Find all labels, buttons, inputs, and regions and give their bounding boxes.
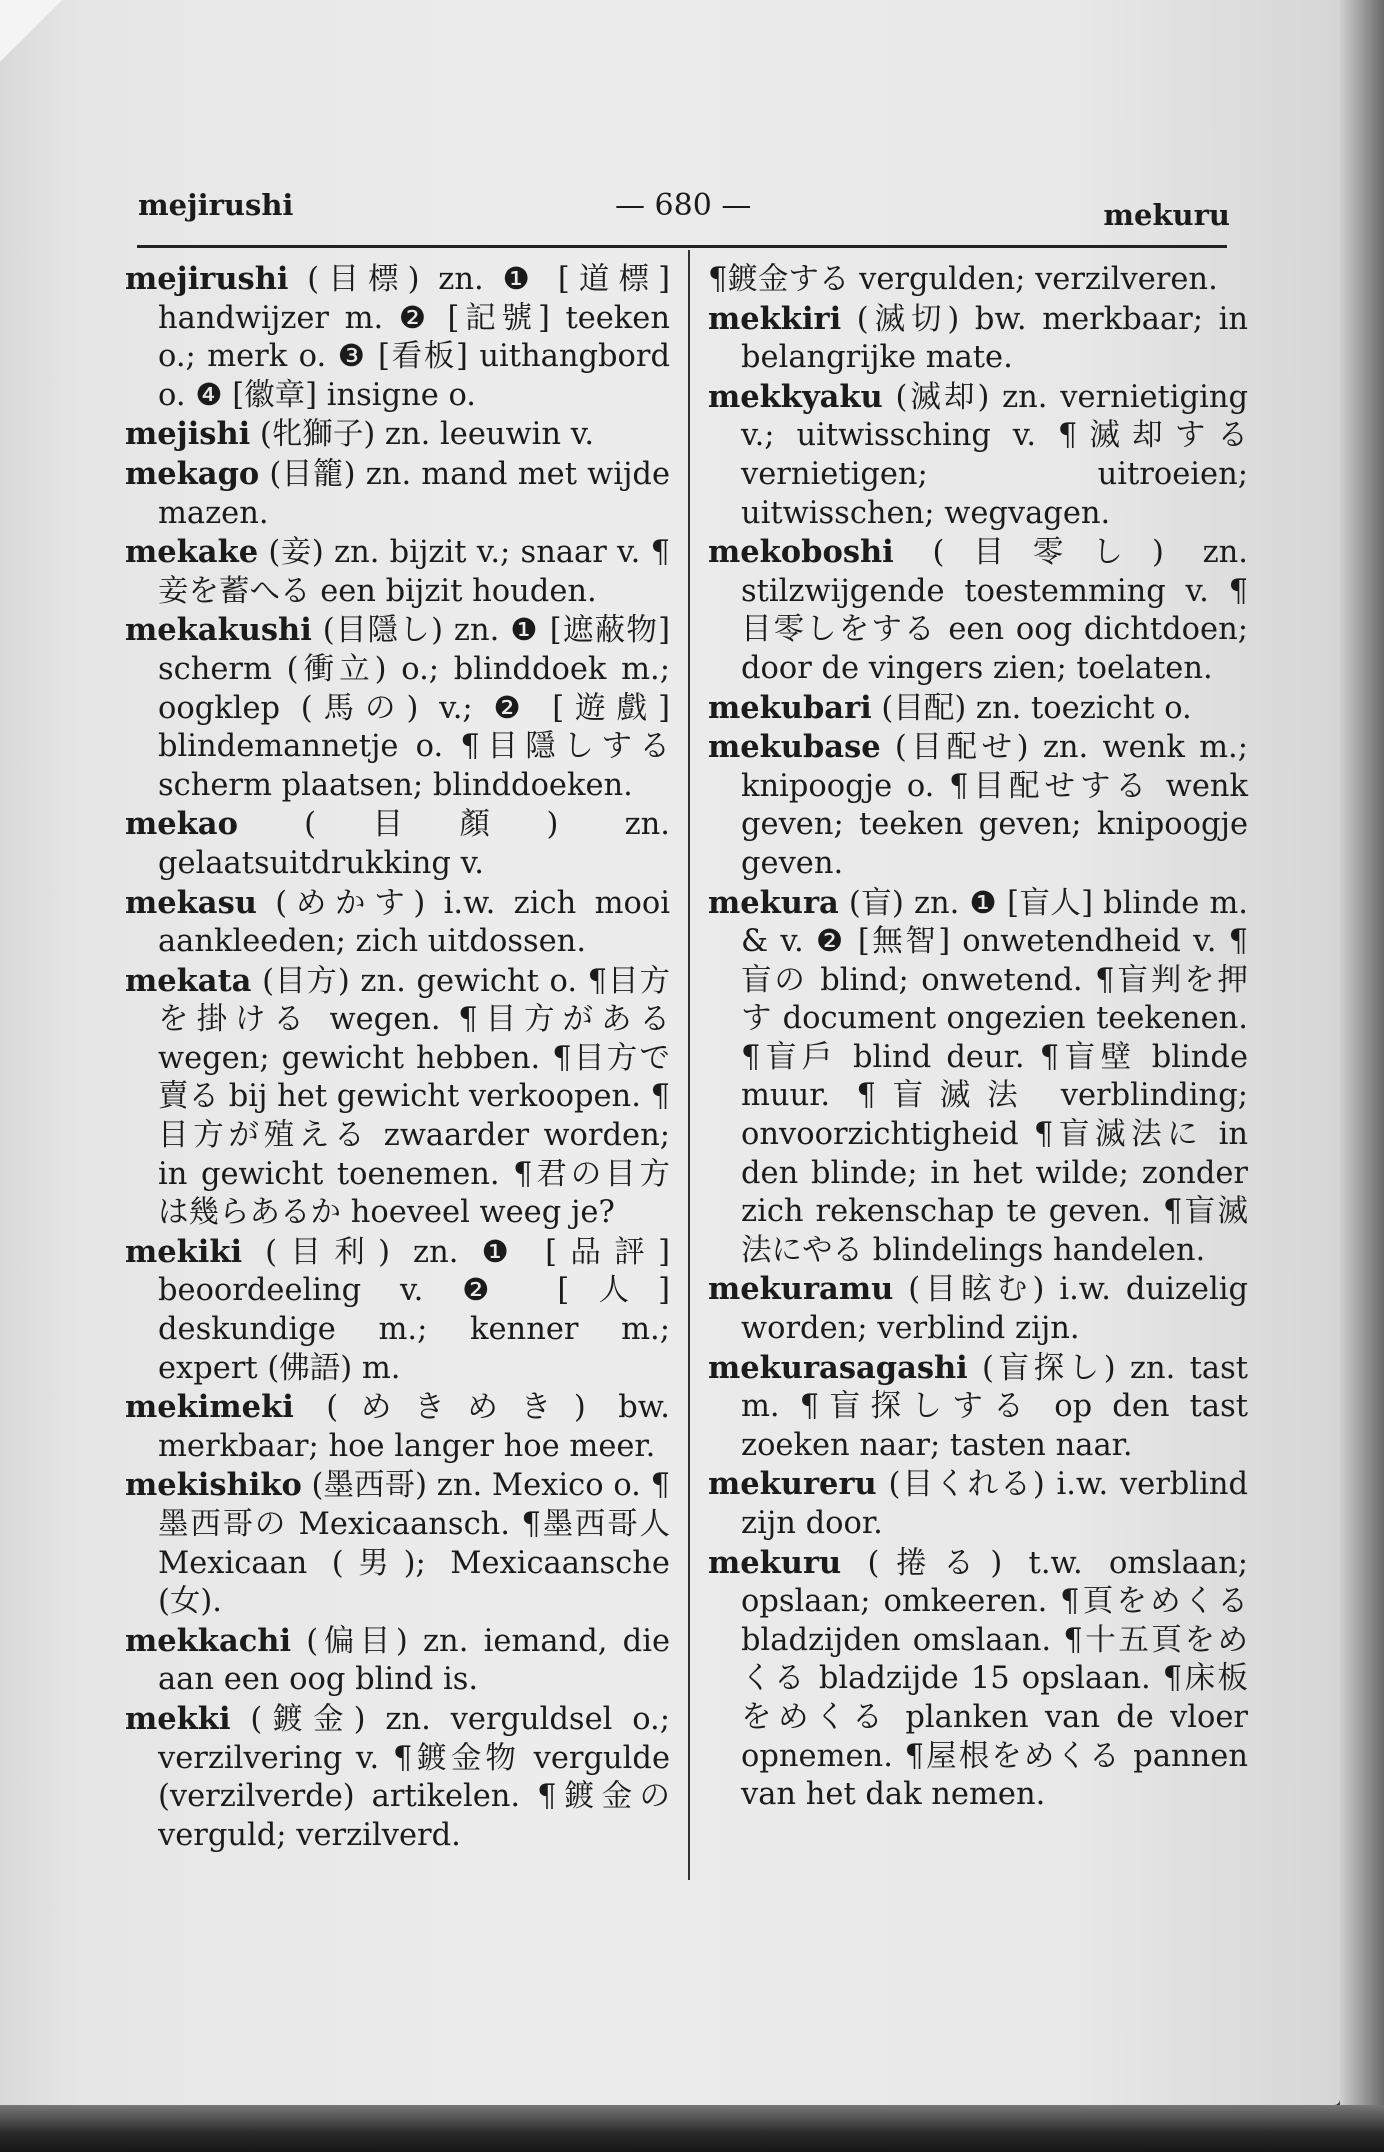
entry-text: (目配せ) zn. wenk m.; knipoogje o. ¶目配せする wenk geven; teeken geven; knipoogje geven. — [741, 730, 1248, 881]
entry-text: (偏目) zn. iemand, die aan een oog blind is. — [158, 1623, 670, 1698]
entry-text: (目零し) zn. stilzwijgende toestemming v. ¶目零しをする een oog dichtdoen; door de vingers zien; toelaten. — [741, 535, 1248, 686]
dictionary-entry — [125, 1466, 670, 1621]
dictionary-entry — [125, 805, 670, 883]
entry-text: (牝獅子) zn. leeuwin v. — [250, 417, 595, 453]
header-left-guideword: mejirushi — [138, 188, 294, 222]
entry-text: (めきめき) bw. merkbaar; hoe langer hoe meer. — [158, 1390, 670, 1464]
entry-text: (目配) zn. toezicht o. — [871, 690, 1192, 726]
dictionary-entry — [708, 300, 1248, 378]
entry-text: (妾) zn. bijzit v.; snaar v. ¶妾を蓄へる een bijzit houden. — [158, 535, 670, 609]
dictionary-entry — [708, 1349, 1248, 1466]
dictionary-entry — [125, 455, 670, 533]
dictionary-entry — [708, 689, 1248, 729]
dictionary-entry — [125, 1622, 670, 1700]
entry-text: (目利) zn. ❶ [品評] beoordeeling v. ❷ [人] deskundige m.; kenner m.; expert (佛語) m. — [158, 1234, 670, 1386]
dictionary-entry — [125, 415, 670, 455]
headword: mekuramu — [708, 1271, 894, 1308]
header-rule — [137, 245, 1227, 248]
headword: mekimeki — [125, 1389, 294, 1426]
entry-text: (目眩む) i.w. duizelig worden; verblind zijn. — [741, 1272, 1248, 1347]
dictionary-entry — [125, 1700, 670, 1855]
headword: mekata — [125, 962, 252, 999]
page-header — [135, 188, 1230, 236]
dictionary-entry — [708, 260, 1248, 300]
entry-text: (目籠) zn. mand met wijde mazen. — [158, 456, 670, 531]
headword: mekiki — [125, 1233, 243, 1270]
dictionary-entry — [125, 1388, 670, 1466]
headword: mekureru — [708, 1466, 877, 1503]
entry-text: (滅却) zn. vernietiging v.; uitwissching v. ¶滅却する vernietigen; uitroeien; uitwisschen; wegvagen. — [741, 379, 1248, 531]
entry-text: (目顏) zn. gelaatsuitdrukking v. — [158, 807, 670, 881]
headword: mekishiko — [125, 1467, 302, 1504]
headword: mekubari — [708, 689, 872, 726]
headword: mekura — [708, 884, 839, 921]
entry-text: (目くれる) i.w. verblind zijn door. — [741, 1467, 1248, 1541]
entry-text: (捲る) t.w. omslaan; opslaan; omkeeren. ¶頁をめくる bladzijden omslaan. ¶十五頁をめくる bladzijde 15 opslaan. ¶床板をめくる planken van de vloer opnemen. ¶屋根をめくる pannen van het dak nemen. — [741, 1545, 1248, 1813]
headword: mekakushi — [125, 612, 312, 649]
dictionary-entry — [708, 378, 1248, 533]
entry-text: (目標) zn. ❶ [道標] handwijzer m. ❷ [記號] teeken o.; merk o. ❸ [看板] uithangbord o. ❹ [徽章] insigne o. — [158, 262, 670, 413]
column-divider — [688, 250, 690, 1880]
page-stack-edge — [1340, 0, 1384, 2152]
headword: mekkiri — [708, 300, 842, 337]
headword: mejishi — [125, 416, 251, 453]
entry-text: (墨西哥) zn. Mexico o. ¶墨西哥の Mexicaansch. ¶墨西哥人 Mexicaan (男); Mexicaansche (女). — [158, 1468, 670, 1620]
dictionary-entry — [708, 884, 1248, 1271]
dictionary-entry — [708, 533, 1248, 688]
book-bottom-edge — [0, 2105, 1384, 2152]
entry-text: ¶鍍金する vergulden; verzilveren. — [708, 262, 1218, 297]
left-column — [125, 260, 670, 1855]
headword: mekuru — [708, 1544, 842, 1581]
entry-text: (目隱し) zn. ❶ [遮蔽物] scherm (衝立) o.; blinddoek m.; oogklep (馬の) v.; ❷ [遊戲] blindemannetje o. ¶目隱しする scherm plaatsen; blinddoeken. — [158, 613, 670, 803]
headword: mekki — [125, 1700, 231, 1737]
dictionary-entry — [125, 962, 670, 1233]
entry-text: (鍍金) zn. verguldsel o.; verzilvering v. ¶鍍金物 vergulde (verzilverde) artikelen. ¶鍍金の verguld; verzilverd. — [158, 1701, 670, 1853]
dictionary-entry — [708, 728, 1248, 883]
headword: mejirushi — [125, 261, 289, 297]
headword: mekurasagashi — [708, 1349, 968, 1386]
headword: mekasu — [125, 884, 257, 921]
page-corner — [0, 0, 62, 62]
headword: mekubase — [708, 729, 881, 766]
dictionary-entry — [708, 1465, 1248, 1543]
headword: mekake — [125, 534, 259, 571]
dictionary-entry — [708, 1544, 1248, 1815]
headword: mekkyaku — [708, 378, 883, 415]
page-number: — 680 — — [615, 188, 752, 223]
entry-text: (滅切) bw. merkbaar; in belangrijke mate. — [741, 301, 1248, 376]
dictionary-entry — [125, 533, 670, 611]
headword: mekago — [125, 455, 260, 492]
dictionary-entry — [708, 1270, 1248, 1348]
headword: mekao — [125, 806, 238, 843]
dictionary-entry — [125, 1233, 670, 1388]
entry-text: (盲探し) zn. tast m. ¶盲探しする op den tast zoeken naar; tasten naar. — [741, 1350, 1248, 1463]
entry-text: (めかす) i.w. zich mooi aankleeden; zich uitdossen. — [158, 885, 670, 960]
right-column — [708, 260, 1248, 1815]
header-right-guideword: mekuru — [1103, 198, 1230, 232]
dictionary-entry — [125, 884, 670, 962]
dictionary-entry — [125, 611, 670, 805]
headword: mekkachi — [125, 1622, 292, 1659]
dictionary-entry — [125, 260, 670, 415]
entry-text: (目方) zn. gewicht o. ¶目方を掛ける wegen. ¶目方がある wegen; gewicht hebben. ¶目方で賣る bij het gewicht verkoopen. ¶目方が殖える zwaarder worden; in gewicht toenemen. ¶君の目方は幾らあるか hoeveel weeg je? — [158, 963, 670, 1231]
entry-text: (盲) zn. ❶ [盲人] blinde m. & v. ❷ [無智] onwetendheid v. ¶盲の blind; onwetend. ¶盲判を押す document ongezien teekenen. ¶盲戶 blind deur. ¶盲壁 blinde muur. ¶盲滅法 verblinding; onvoorzichtigheid ¶盲滅法に in den blinde; in het wilde; zonder zich rekenschap te geven. ¶盲滅法にやる blindelings handelen. — [741, 885, 1248, 1268]
headword: mekoboshi — [708, 534, 894, 571]
